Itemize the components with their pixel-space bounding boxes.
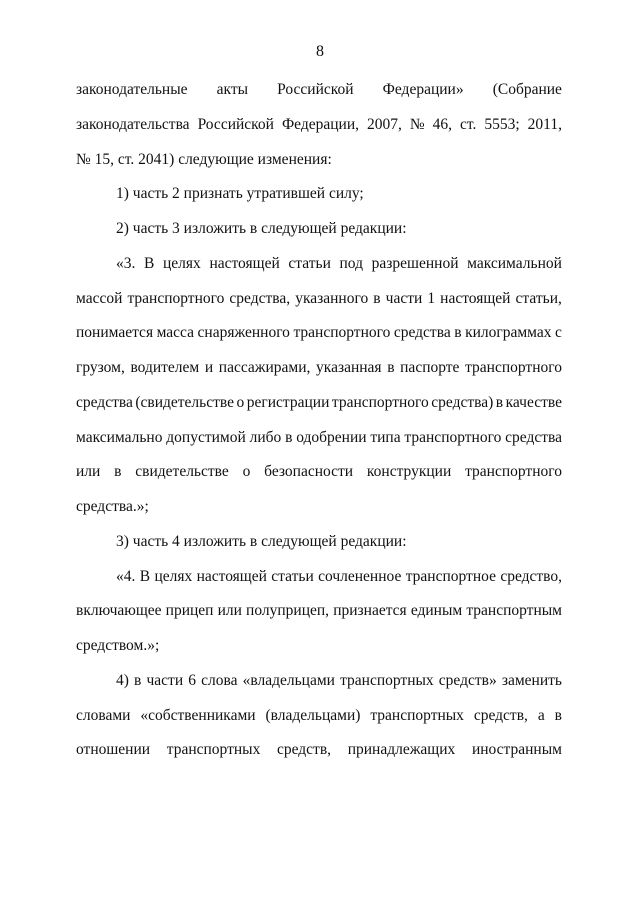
word: части (385, 289, 423, 307)
word: транспортного (127, 289, 225, 307)
word: средства (76, 393, 133, 411)
word: или (76, 463, 101, 481)
word: транспортного (331, 393, 429, 411)
word: 6 (188, 671, 196, 689)
word: статьи, (515, 289, 562, 307)
list-item-paragraph: 1) часть 2 признать утратившей силу; (116, 185, 364, 203)
word: статьи (288, 254, 331, 272)
word: 1 (427, 289, 436, 307)
word: средств» (438, 671, 497, 689)
word: максимально (76, 428, 163, 446)
word: под (339, 254, 364, 272)
word: снаряженного (197, 324, 290, 342)
word: (Собрание (492, 81, 562, 98)
text-line (76, 358, 562, 393)
word: средство, (500, 567, 562, 585)
word: в (495, 393, 504, 411)
word: средства (505, 428, 562, 446)
word: в (373, 289, 381, 307)
word: Российской (197, 115, 274, 133)
word: типа (370, 428, 401, 446)
text-line (76, 428, 562, 463)
word: транспортных (370, 706, 464, 724)
word: заменить (501, 671, 562, 689)
word: 2007, (367, 115, 402, 133)
word: В (139, 567, 151, 585)
word: «собственниками (140, 706, 256, 724)
text-line: средства.»; (76, 498, 149, 515)
word: пассажирами, (218, 359, 311, 376)
word: принадлежащих (347, 741, 456, 759)
word: максимальной (467, 254, 562, 272)
word: настоящей (196, 567, 267, 585)
word: иностранным (471, 741, 562, 759)
word: отношении (76, 741, 151, 759)
word: регистрации (246, 393, 330, 411)
word: транспортного (465, 463, 562, 481)
word: части (146, 671, 184, 689)
text-line (76, 289, 562, 324)
word: 5553; (484, 115, 520, 133)
word: (владельцами) (265, 706, 361, 724)
word: в (114, 463, 122, 481)
word: и (204, 359, 214, 376)
word: полуприцеп, (246, 602, 330, 620)
word: паспорте (400, 359, 460, 376)
word: допустимой (166, 428, 246, 446)
word: указанная (316, 359, 382, 376)
word: средств, (473, 706, 528, 724)
word: транспортное (405, 567, 496, 585)
word: свидетельстве (135, 463, 229, 481)
word: транспортного (465, 359, 562, 376)
word: средства) (431, 393, 494, 411)
word: или (217, 602, 242, 620)
word: акты (216, 81, 249, 98)
word: ст. (460, 115, 477, 133)
word: 2011, (527, 115, 562, 133)
word: Российской (277, 81, 354, 98)
word: килограммах (465, 324, 552, 342)
text-line (76, 462, 562, 497)
list-item-paragraph: 2) часть 3 изложить в следующей редакции: (116, 220, 407, 237)
word: целях (154, 567, 193, 585)
word: (свидетельстве (135, 393, 234, 411)
word: Федерации» (382, 81, 464, 98)
word: в (554, 706, 562, 724)
word: транспортным (466, 602, 562, 620)
word: № (409, 115, 425, 133)
word: конструкции (366, 463, 452, 481)
word: средств, (276, 741, 332, 759)
word: транспортного (404, 428, 502, 446)
word: в (454, 324, 462, 342)
text-line: № 15, ст. 2041) следующие изменения: (76, 150, 332, 168)
word: законодательные (76, 81, 188, 98)
text-line (76, 740, 562, 775)
word: безопасности (264, 463, 354, 481)
word: водителем (130, 359, 200, 376)
word: средства, (229, 289, 291, 307)
word: статьи (271, 567, 314, 585)
word: масса (156, 324, 195, 342)
word: признается (333, 602, 407, 620)
word: транспортных (340, 671, 434, 689)
word: 46, (432, 115, 453, 133)
word: одобрении (296, 428, 367, 446)
word: «владельцами (242, 671, 335, 689)
page-number: 8 (316, 43, 324, 60)
text-line: средством.»; (76, 637, 160, 654)
word: слова (201, 671, 238, 689)
word: качестве (505, 393, 562, 411)
quoted-paragraph-start (76, 254, 562, 289)
word: словами (76, 706, 131, 724)
word: средства (393, 324, 451, 342)
word: разрешенной (371, 254, 459, 272)
word: настоящей (440, 289, 511, 307)
word: Федерации, (281, 115, 360, 133)
word: законодательства (76, 115, 190, 133)
word: «4. (116, 567, 136, 585)
text-line (76, 323, 562, 358)
word: настоящей (209, 254, 280, 272)
word: о (242, 463, 251, 481)
word: в (285, 428, 293, 446)
word: включающее (76, 602, 162, 620)
word: с (555, 324, 562, 342)
text-line (76, 706, 562, 741)
word: прицеп (165, 602, 214, 620)
word: 4) (116, 671, 129, 689)
quoted-paragraph-start (76, 567, 562, 602)
word: понимается (76, 324, 154, 342)
list-item-paragraph (76, 671, 562, 706)
word: целях (163, 254, 201, 272)
word: массой (76, 289, 123, 307)
word: указанного (295, 289, 369, 307)
word: в (134, 671, 142, 689)
text-line (76, 393, 562, 428)
text-line (76, 601, 562, 636)
word: транспортного (293, 324, 391, 342)
word: о (236, 393, 245, 411)
word: единым (410, 602, 463, 620)
text-line (76, 80, 562, 115)
word: «3. (116, 254, 136, 272)
word: сочлененное (318, 567, 402, 585)
word: либо (249, 428, 282, 446)
text-line (76, 115, 562, 150)
word: а (537, 706, 545, 724)
list-item-paragraph: 3) часть 4 изложить в следующей редакции: (116, 532, 407, 550)
word: В (144, 254, 155, 272)
word: грузом, (76, 359, 125, 376)
document-body (76, 80, 562, 775)
word: транспортных (166, 741, 261, 759)
word: в (387, 359, 395, 376)
